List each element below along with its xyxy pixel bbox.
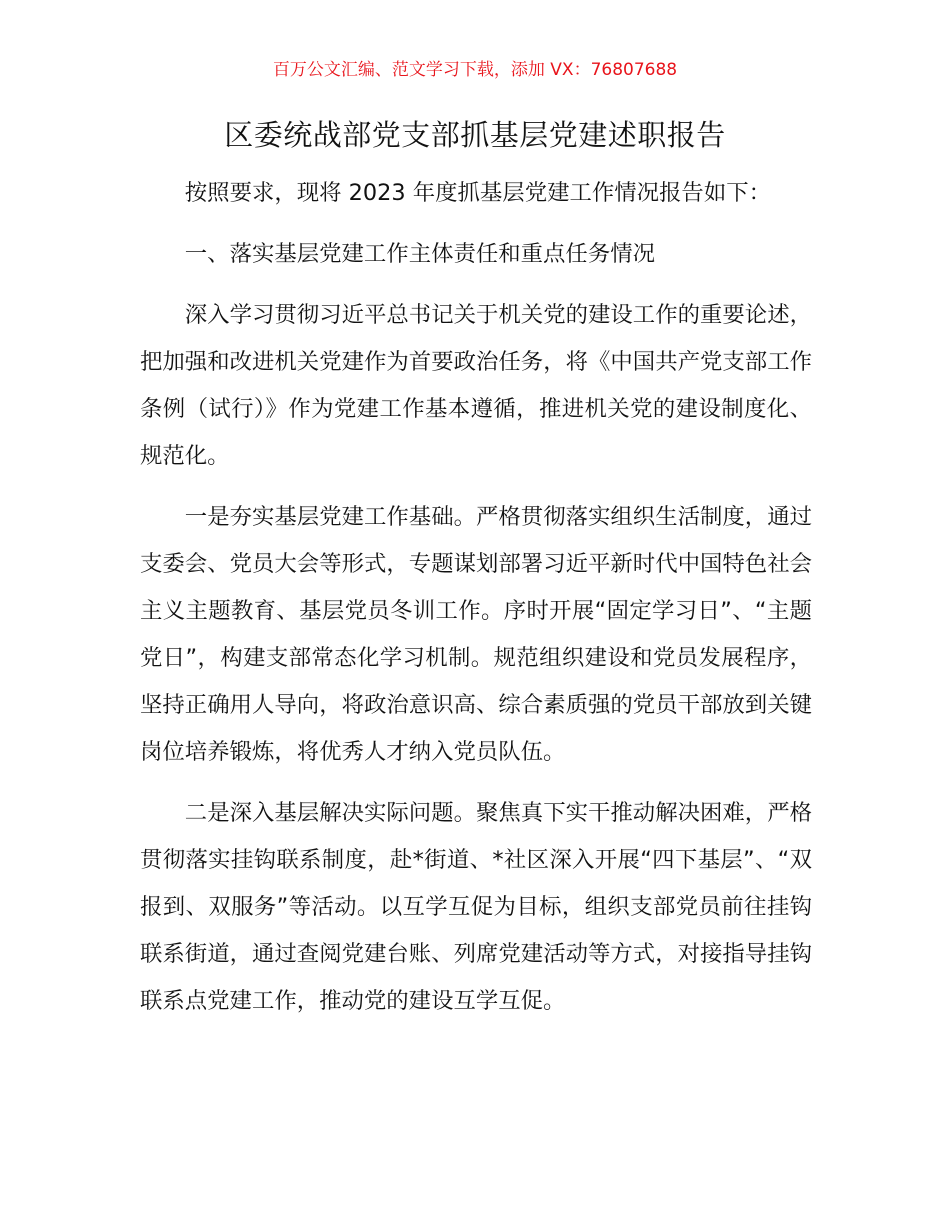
paragraph-point-2: 二是深入基层解决实际问题。聚焦真下实干推动解决困难，严格贯彻落实挂钩联系制度，赴*街道、*社区深入开展“四下基层”、“双报到、双服务”等活动。以互学互促为目标，组织支部党员前往挂钩联系街道，通过查阅党建台账、列席党建活动等方式，对接指导挂钩联系点党建工作，推动党的建设互学互促。 [140, 800, 812, 1014]
paragraph-overview: 深入学习贯彻习近平总书记关于机关党的建设工作的重要论述，把加强和改进机关党建作为首要政治任务，将《中国共产党支部工作条例（试行）》作为党建工作基本遵循，推进机关党的建设制度化、规范化。 [140, 302, 812, 469]
document-title: 区委统战部党支部抓基层党建述职报告 [224, 118, 726, 152]
paragraph-point-1: 一是夯实基层党建工作基础。严格贯彻落实组织生活制度，通过支委会、党员大会等形式，专题谋划部署习近平新时代中国特色社会主义主题教育、基层党员冬训工作。序时开展“固定学习日”、“主题党日”，构建支部常态化学习机制。规范组织建设和党员发展程序，坚持正确用人导向，将政治意识高、综合素质强的党员干部放到关键岗位培养锻炼，将优秀人才纳入党员队伍。 [140, 504, 812, 765]
paragraph-intro: 按照要求，现将 2023 年度抓基层党建工作情况报告如下： [184, 180, 771, 206]
watermark-header: 百万公文汇编、范文学习下载，添加 VX：76807688 [272, 60, 678, 80]
section-heading-1: 一、落实基层党建工作主体责任和重点任务情况 [184, 241, 655, 267]
document-body [140, 170, 812, 1025]
